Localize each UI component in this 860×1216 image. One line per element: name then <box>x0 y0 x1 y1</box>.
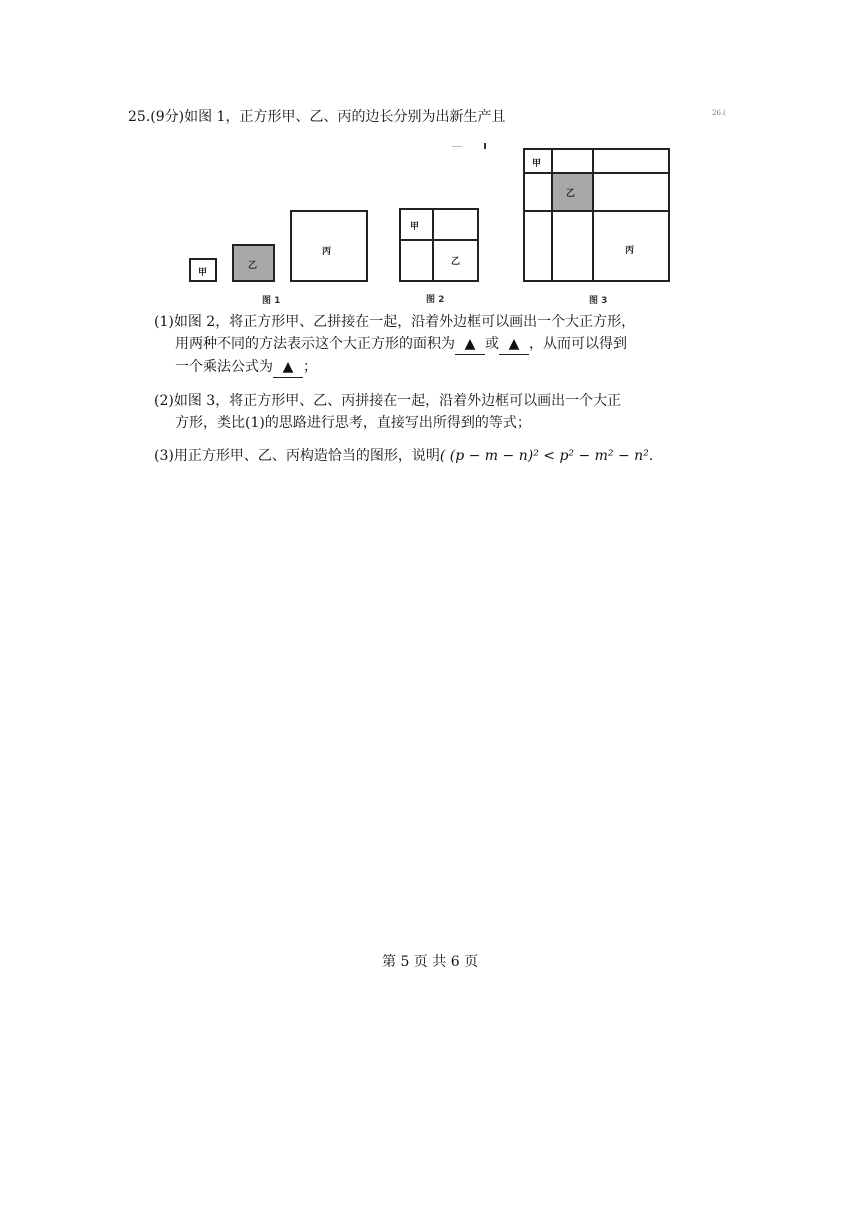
page-footer: 第 5 页 共 6 页 <box>382 954 479 970</box>
grid-line <box>399 239 479 241</box>
answer-blank: ▲ <box>455 334 485 355</box>
figure-caption: 图 3 <box>589 296 608 306</box>
square-label: 甲 <box>532 159 542 169</box>
part3-line <box>154 446 653 466</box>
square-bing <box>290 210 368 282</box>
inequality-formula: ( (p − m − n)² < p² − m² − n². <box>439 448 654 464</box>
square-label: 丙 <box>625 246 635 256</box>
part1-text: ； <box>303 359 317 375</box>
square-label: 乙 <box>248 261 258 271</box>
part1-text: 用两种不同的方法表示这个大正方形的面积为 <box>175 336 455 352</box>
question-header: 25.(9分)如图 1，正方形甲、乙、丙的边长分别为出新生产且 <box>128 109 506 125</box>
square-label: 甲 <box>410 222 420 232</box>
part1-text: 或 <box>485 336 499 352</box>
grid-line <box>432 208 434 282</box>
grid-line <box>523 172 670 174</box>
figure-caption: 图 2 <box>426 295 445 305</box>
square-label: 甲 <box>198 268 208 278</box>
square-jia <box>189 258 217 282</box>
scan-mark <box>484 143 486 149</box>
scan-mark <box>452 146 462 147</box>
part1-line1: (1)如图 2，将正方形甲、乙拼接在一起，沿着外边框可以画出一个大正方形， <box>154 314 636 330</box>
part1-text: ，从而可以得到 <box>529 336 627 352</box>
side-note: 26.( <box>712 109 726 117</box>
answer-blank: ▲ <box>499 334 529 355</box>
part1-line2 <box>175 334 627 355</box>
part2-line1: (2)如图 3，将正方形甲、乙、丙拼接在一起，沿着外边框可以画出一个大正 <box>154 393 622 409</box>
part1-line3 <box>175 357 317 378</box>
answer-blank: ▲ <box>273 357 303 378</box>
part1-text: 一个乘法公式为 <box>175 359 273 375</box>
square-label: 乙 <box>566 189 576 199</box>
composite-square <box>523 148 670 282</box>
grid-line <box>551 148 553 282</box>
grid-line <box>523 210 670 212</box>
square-label: 乙 <box>451 257 461 267</box>
part3-text: (3)用正方形甲、乙、丙构造恰当的图形，说明 <box>154 448 440 464</box>
square-yi <box>232 244 275 282</box>
figure-caption: 图 1 <box>262 296 281 306</box>
part2-line2: 方形，类比(1)的思路进行思考，直接写出所得到的等式； <box>175 415 531 431</box>
square-label: 丙 <box>322 247 332 257</box>
grid-line <box>592 148 594 282</box>
